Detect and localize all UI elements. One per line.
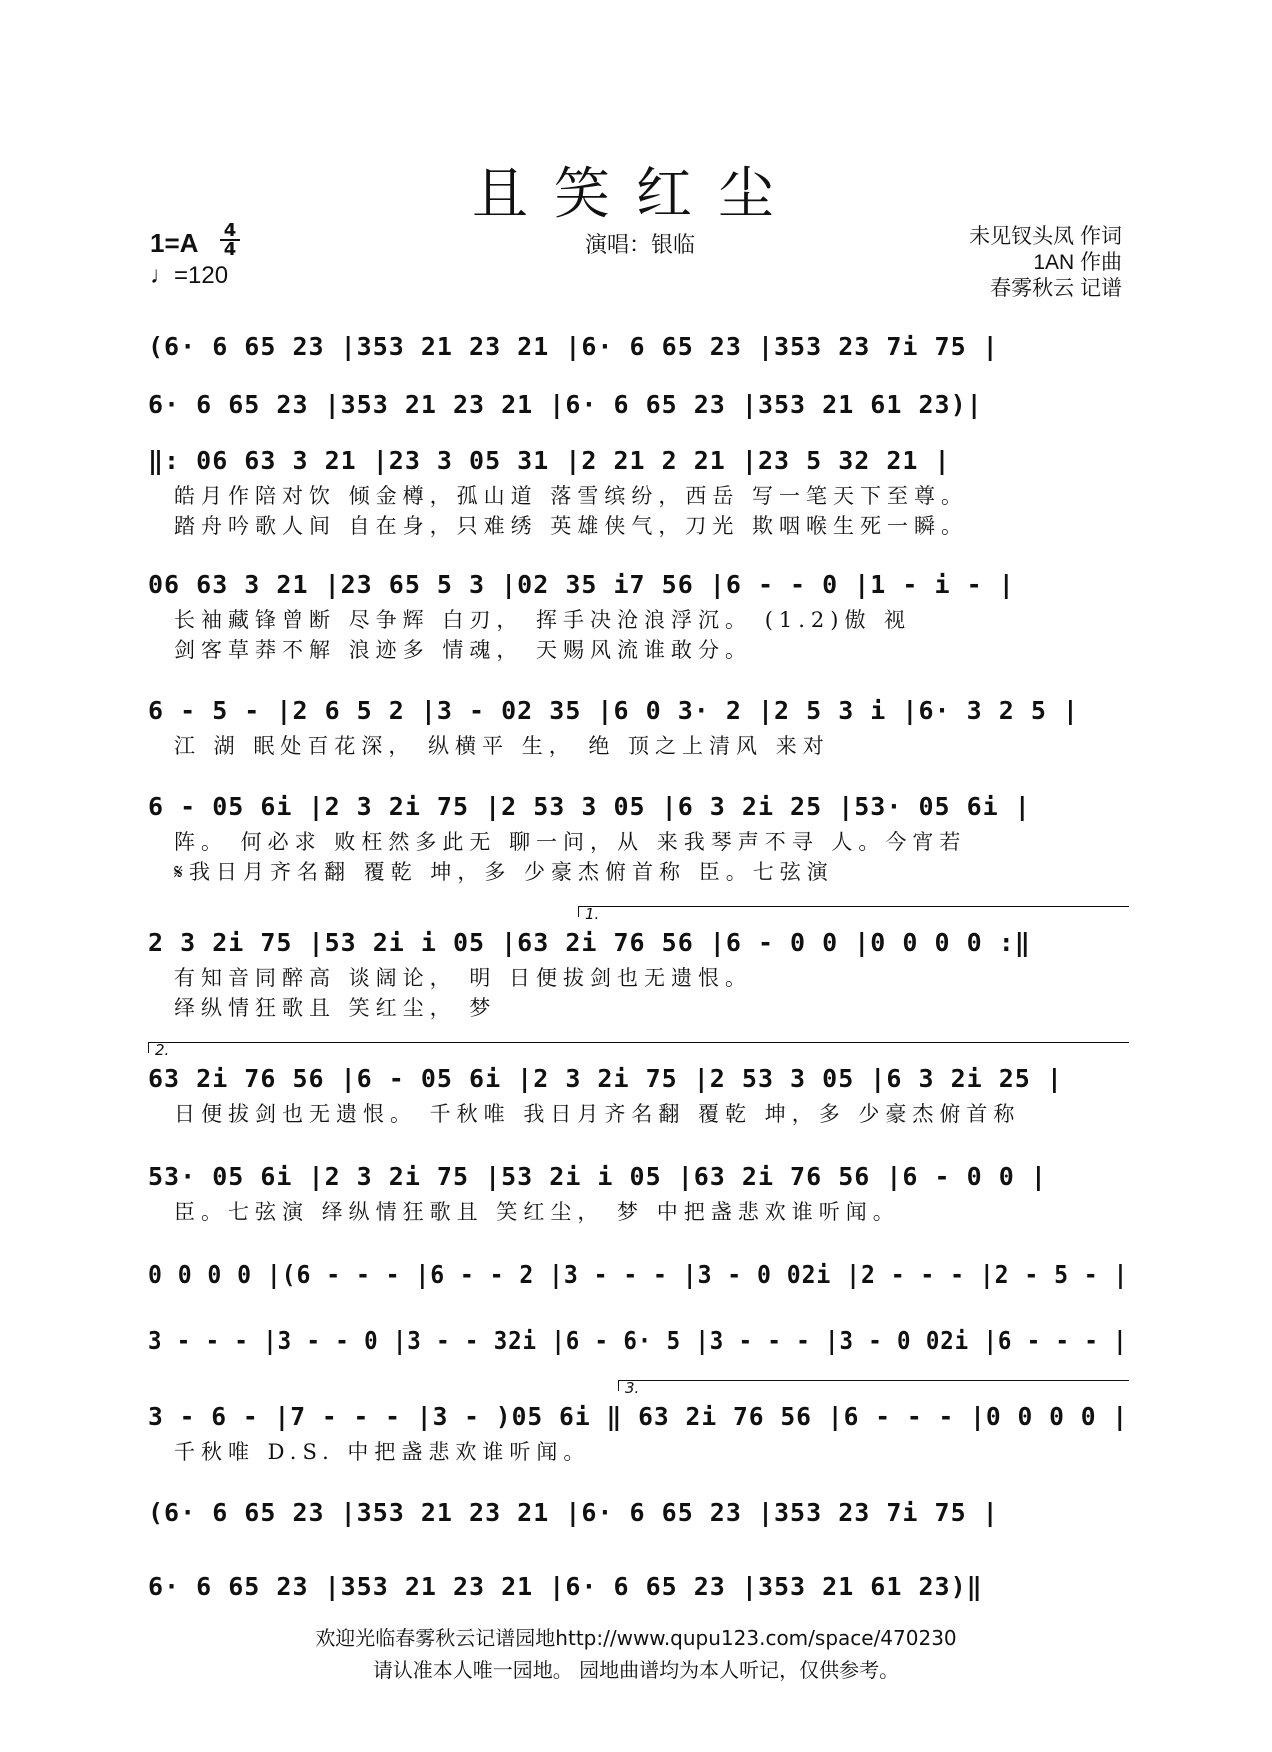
footer-line-1: 欢迎光临春雾秋云记谱园地http://www.qupu123.com/space/470230	[315, 1626, 957, 1650]
key-signature: 1=A	[150, 228, 199, 258]
notes-line: 6 - 05 6i |2 3 2i 75 |2 53 3 05 |6 3 2i 25 |53· 05 6i |	[148, 792, 1031, 821]
composer-credit: 1AN 作曲	[1033, 251, 1122, 274]
notes-line: 06 63 3 21 |23 65 5 3 |02 35 i7 56 |6 - - 0 |1 - i - |	[148, 570, 1015, 599]
song-title: 且笑红尘	[472, 162, 800, 227]
notes-line: 63 2i 76 56 |6 - 05 6i |2 3 2i 75 |2 53 3 05 |6 3 2i 25 |	[148, 1064, 1063, 1093]
notes-line: (6· 6 65 23 |353 21 23 21 |6· 6 65 23 |353 23 7i 75 |	[148, 1498, 999, 1527]
lyric-line: 𝄋我日月齐名翻 覆乾 坤，多 少豪杰俯首称 臣。七弦演	[174, 860, 834, 884]
notes-line: 3 - - - |3 - - 0 |3 - - 32i |6 - 6· 5 |3 - - - |3 - 0 02i |6 - - - |	[148, 1326, 1128, 1355]
notes-line: 6· 6 65 23 |353 21 23 21 |6· 6 65 23 |353 21 61 23)‖	[148, 1572, 983, 1601]
volta-bracket	[148, 1041, 1129, 1059]
lyric-line: 日便拔剑也无遗恨。 千秋唯 我日月齐名翻 覆乾 坤，多 少豪杰俯首称	[174, 1102, 1021, 1126]
notes-line: 2 3 2i 75 |53 2i i 05 |63 2i 76 56 |6 - 0 0 |0 0 0 0 :‖	[148, 928, 1031, 957]
lyric-line: 臣。七弦演 绎纵情狂歌且 笑红尘， 梦 中把盏悲欢谁听闻。	[174, 1200, 900, 1224]
notes-line: 6· 6 65 23 |353 21 23 21 |6· 6 65 23 |353 21 61 23)|	[148, 390, 983, 419]
time-signature	[220, 222, 240, 258]
lyric-line: 皓月作陪对饮 倾金樽，孤山道 落雪缤纷，西岳 写一笔天下至尊。	[174, 484, 969, 508]
lyric-line: 绎纵情狂歌且 笑红尘， 梦	[174, 996, 497, 1020]
time-sig-top: 4	[220, 222, 240, 241]
tempo-marking: ♩=120	[150, 262, 229, 289]
notes-line: ‖: 06 63 3 21 |23 3 05 31 |2 21 2 21 |23 5 32 21 |	[148, 446, 951, 475]
lyric-line: 踏舟吟歌人间 自在身，只难绣 英雄侠气，刀光 欺咽喉生死一瞬。	[174, 514, 969, 538]
notes-line: 3 - 6 - |7 - - - |3 - )05 6i ‖ 63 2i 76 56 |6 - - - |0 0 0 0 |	[148, 1402, 1129, 1431]
lyric-line: 阵。 何必求 败枉然多此无 聊一问，从 来我琴声不寻 人。今宵若	[174, 830, 967, 854]
notes-line: 0 0 0 0 |(6 - - - |6 - - 2 |3 - - - |3 - 0 02i |2 - - - |2 - 5 - |	[148, 1260, 1129, 1289]
notes-line: (6· 6 65 23 |353 21 23 21 |6· 6 65 23 |353 23 7i 75 |	[148, 332, 999, 361]
lyric-line: 有知音同醉高 谈阔论， 明 日便拔剑也无遗恨。	[174, 966, 753, 990]
lyric-line: 千秋唯 D.S. 中把盏悲欢谁听闻。	[174, 1440, 591, 1464]
lyricist-credit: 未见钗头凤 作词	[969, 225, 1122, 248]
notes-line: 53· 05 6i |2 3 2i 75 |53 2i i 05 |63 2i 76 56 |6 - 0 0 |	[148, 1162, 1047, 1191]
lyric-line: 江 湖 眠处百花深， 纵横平 生， 绝 顶之上清风 来对	[174, 734, 830, 758]
volta-label: 2.	[155, 1041, 170, 1059]
volta-bracket	[578, 905, 1129, 923]
singer-credit: 演唱：银临	[585, 232, 696, 257]
volta-label: 1.	[585, 905, 600, 923]
lyric-line: 剑客草莽不解 浪迹多 情魂， 天赐风流谁敢分。	[174, 638, 753, 662]
volta-label: 3.	[625, 1379, 640, 1397]
credits-block	[969, 224, 1122, 302]
time-sig-bottom: 4	[223, 239, 237, 260]
footer-line-2: 请认准本人唯一园地。 园地曲谱均为本人听记，仅供参考。	[372, 1658, 900, 1682]
lyric-line: 长袖藏锋曾断 尽争辉 白刃， 挥手决沧浪浮沉。 (1.2)傲 视	[174, 608, 912, 632]
footer	[0, 1622, 1272, 1686]
volta-bracket	[618, 1379, 1129, 1397]
transcriber-credit: 春雾秋云 记谱	[990, 277, 1122, 300]
notes-line: 6 - 5 - |2 6 5 2 |3 - 02 35 |6 0 3· 2 |2 5 3 i |6· 3 2 5 |	[148, 696, 1079, 725]
